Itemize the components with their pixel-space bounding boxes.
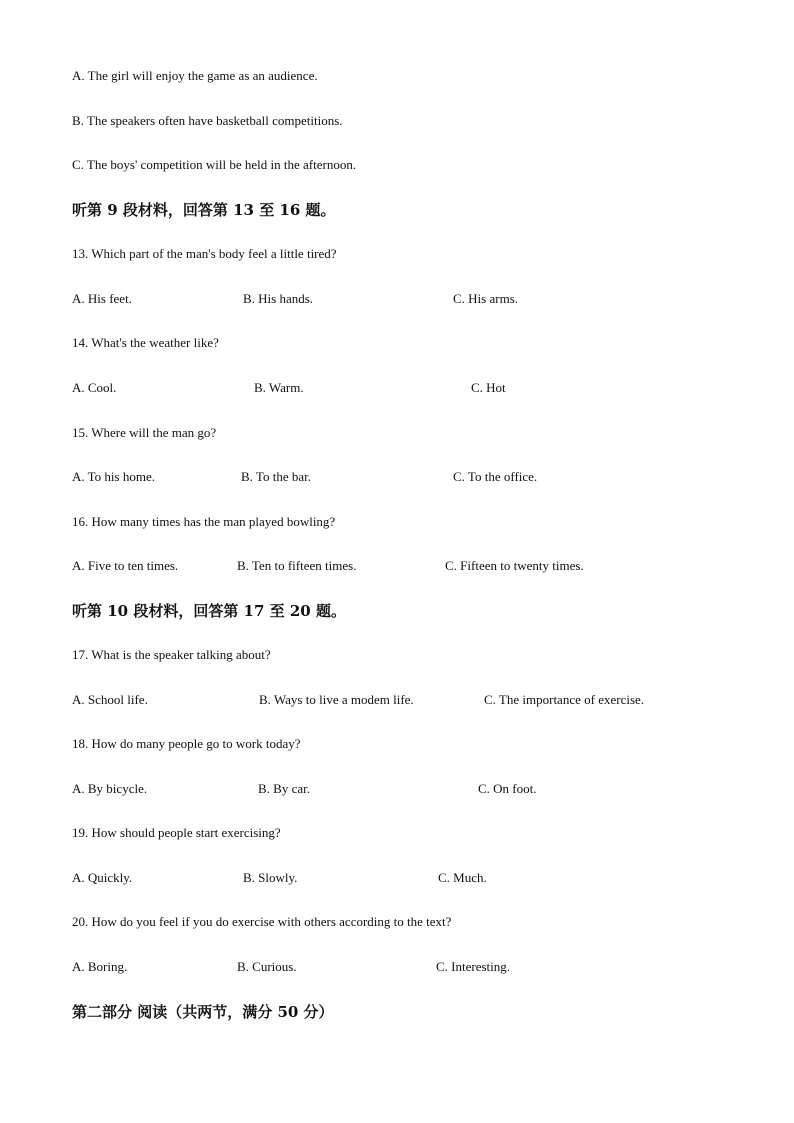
q12-option-c: C. The boys' competition will be held in the afternoon. — [72, 157, 357, 172]
section-10-heading: 听第 10 段材料，回答第 17 至 20 题。 — [72, 602, 346, 620]
q17-option-a: A. School life. — [72, 692, 148, 707]
q14-option-b: B. Warm. — [254, 380, 304, 395]
q20-option-b: B. Curious. — [237, 959, 297, 974]
q15-option-b: B. To the bar. — [241, 469, 311, 484]
q18-option-a: A. By bicycle. — [72, 781, 148, 796]
question-16: 16. How many times has the man played bowling? — [72, 514, 336, 529]
q19-option-c: C. Much. — [438, 870, 487, 885]
question-19: 19. How should people start exercising? — [72, 825, 281, 840]
question-17: 17. What is the speaker talking about? — [72, 647, 271, 662]
q17-option-c: C. The importance of exercise. — [484, 692, 645, 707]
q12-option-a: A. The girl will enjoy the game as an audience. — [72, 68, 318, 83]
question-20: 20. How do you feel if you do exercise with others according to the text? — [72, 914, 452, 929]
q15-option-a: A. To his home. — [72, 469, 155, 484]
q12-option-b: B. The speakers often have basketball competitions. — [72, 113, 343, 128]
q13-option-a: A. His feet. — [72, 291, 132, 306]
section-9-heading: 听第 9 段材料，回答第 13 至 16 题。 — [72, 201, 336, 219]
q20-option-c: C. Interesting. — [436, 959, 511, 974]
question-14: 14. What's the weather like? — [72, 335, 219, 350]
q14-option-c: C. Hot — [471, 380, 506, 395]
q18-option-b: B. By car. — [258, 781, 310, 796]
q16-option-b: B. Ten to fifteen times. — [237, 558, 357, 573]
question-13: 13. Which part of the man's body feel a little tired? — [72, 246, 337, 261]
q13-option-b: B. His hands. — [243, 291, 314, 306]
q16-option-c: C. Fifteen to twenty times. — [445, 558, 584, 573]
q19-option-a: A. Quickly. — [72, 870, 133, 885]
part-2-reading-heading: 第二部分 阅读（共两节，满分 50 分） — [72, 1003, 334, 1021]
q18-option-c: C. On foot. — [478, 781, 537, 796]
q13-option-c: C. His arms. — [453, 291, 518, 306]
q17-option-b: B. Ways to live a modem life. — [259, 692, 414, 707]
question-18: 18. How do many people go to work today? — [72, 736, 301, 751]
q14-option-a: A. Cool. — [72, 380, 117, 395]
q19-option-b: B. Slowly. — [243, 870, 298, 885]
q16-option-a: A. Five to ten times. — [72, 558, 179, 573]
q20-option-a: A. Boring. — [72, 959, 128, 974]
question-15: 15. Where will the man go? — [72, 425, 217, 440]
q15-option-c: C. To the office. — [453, 469, 538, 484]
